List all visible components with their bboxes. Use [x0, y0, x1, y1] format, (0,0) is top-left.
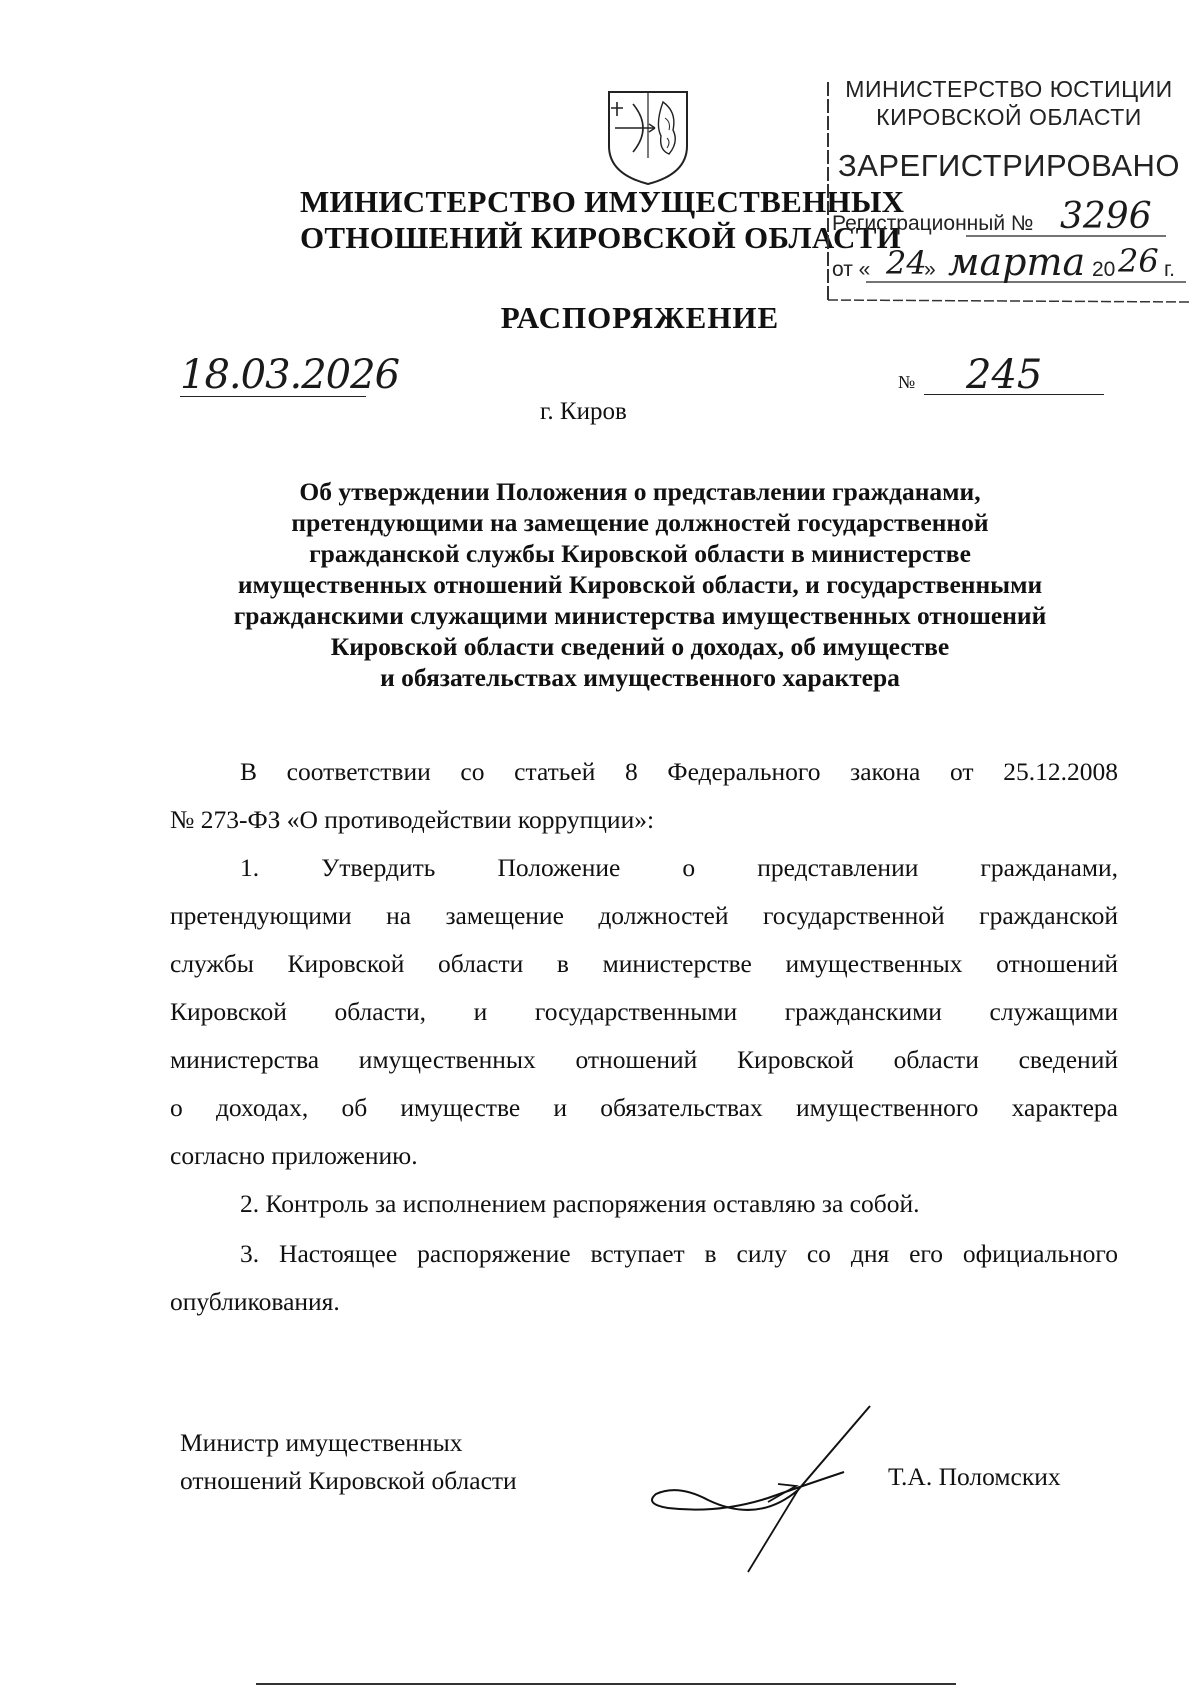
title-line: имущественных отношений Кировской области, и государственными	[237, 570, 1043, 599]
stamp-date-year-prefix: 20	[1092, 258, 1116, 281]
position-line: отношений Кировской области	[180, 1466, 517, 1495]
position-line: Министр имущественных	[180, 1428, 463, 1457]
body-item-1	[170, 844, 1118, 1180]
stamp-date-quote-close: »	[924, 258, 936, 281]
item1-line: 1. Утвердить Положение о представлении гражданами,	[240, 853, 1118, 882]
document-city: г. Киров	[540, 398, 627, 425]
title-line: и обязательствах имущественного характера	[380, 663, 900, 692]
item2-line: 2. Контроль за исполнением распоряжения оставляю за собой.	[240, 1189, 920, 1218]
item1-line: службы Кировской области в министерстве имущественных отношений	[170, 949, 1118, 978]
stamp-line2: КИРОВСКОЙ ОБЛАСТИ	[876, 104, 1142, 130]
item1-line: министерства имущественных отношений Кировской области сведений	[170, 1045, 1118, 1074]
signatory-position	[180, 1424, 517, 1500]
item1-line: претендующими на замещение должностей государственной гражданской	[170, 901, 1118, 930]
document-type: РАСПОРЯЖЕНИЕ	[500, 300, 780, 335]
ministry-name-line2: ОТНОШЕНИЙ КИРОВСКОЙ ОБЛАСТИ	[300, 220, 902, 255]
title-line: претендующими на замещение должностей государственной	[291, 508, 989, 537]
date-underline	[180, 396, 366, 397]
stamp-reg-label: Регистрационный №	[832, 212, 1034, 235]
signatory-name: Т.А. Поломских	[888, 1462, 1061, 1491]
document-title	[160, 476, 1120, 693]
item1-line: согласно приложению.	[170, 1141, 418, 1170]
item1-line: о доходах, об имуществе и обязательствах имущественного характера	[170, 1093, 1118, 1122]
body-intro	[170, 748, 1118, 844]
item3-line: 3. Настоящее распоряжение вступает в силу со дня его официального	[240, 1239, 1118, 1268]
stamp-date-month: марта	[948, 240, 1086, 284]
page-bottom-rule	[256, 1683, 956, 1685]
title-line: Кировской области сведений о доходах, об имуществе	[330, 632, 950, 661]
coat-of-arms-icon	[603, 88, 693, 188]
title-line: гражданской службы Кировской области в министерстве	[309, 539, 971, 568]
handwritten-signature	[648, 1404, 888, 1574]
stamp-date-prefix: от «	[832, 258, 871, 281]
stamp-date-day: 24	[886, 244, 927, 282]
item1-line: Кировской области, и государственными гражданскими служащими	[170, 997, 1118, 1026]
body-item-2	[170, 1180, 1118, 1228]
intro-line: № 273-ФЗ «О противодействии коррупции»:	[170, 805, 655, 834]
body-item-3	[170, 1230, 1118, 1326]
title-line: Об утверждении Положения о представлении гражданами,	[299, 477, 981, 506]
stamp-date-year-suffix: 26	[1118, 242, 1159, 280]
stamp-date-year-unit: г.	[1164, 258, 1175, 281]
number-sign: №	[898, 372, 916, 392]
ministry-name-line1: МИНИСТЕРСТВО ИМУЩЕСТВЕННЫХ	[300, 184, 905, 219]
item3-line: опубликования.	[170, 1287, 340, 1316]
registration-stamp	[826, 72, 1192, 304]
document-date: 18.03.2026	[180, 352, 400, 398]
intro-line: В соответствии со статьей 8 Федерального закона от 25.12.2008	[240, 757, 1118, 786]
stamp-registered: ЗАРЕГИСТРИРОВАНО	[837, 148, 1180, 183]
stamp-reg-number: 3296	[1060, 196, 1152, 237]
title-line: гражданскими служащими министерства имущественных отношений	[233, 601, 1047, 630]
stamp-line1: МИНИСТЕРСТВО ЮСТИЦИИ	[845, 76, 1173, 102]
document-number: 245	[966, 352, 1043, 398]
